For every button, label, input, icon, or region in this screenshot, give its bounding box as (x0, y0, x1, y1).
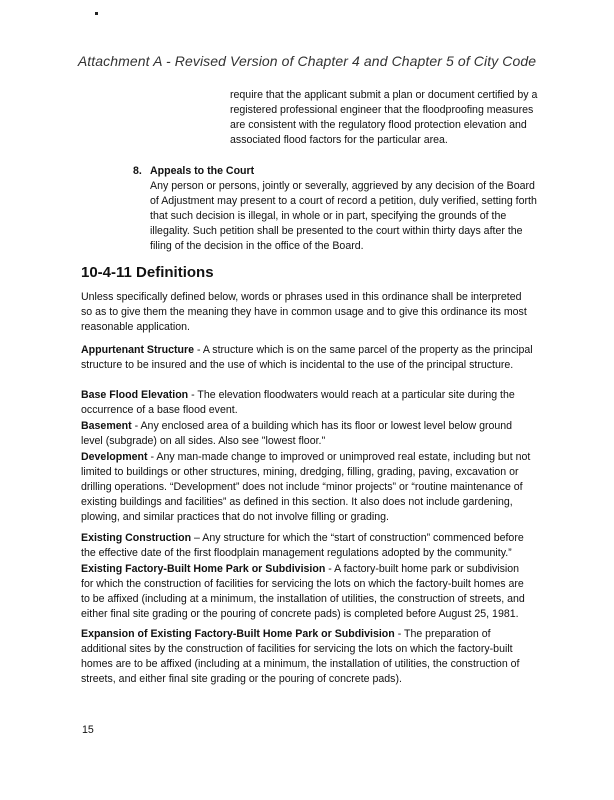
page-number: 15 (82, 724, 94, 736)
definition-term: Development (81, 451, 148, 463)
list-item-body: Any person or persons, jointly or severally, aggrieved by any decision of the Board of Adjustment may present to a court of record a petition, duly verified, setting forth that such decision is illegal, in whole or in part, specifying the grounds of the illegality. Such petition shall be presented to the court within thirty days after the filing of the decision in the office of the Board. (150, 180, 537, 252)
definition-text: The elevation floodwaters would reach at a particular site during the occurrence of a base flood event. (81, 389, 515, 416)
definition-appurtenant-structure: Appurtenant Structure - A structure which is on the same parcel of the property as the principal structure to be insured and the use of which is incidental to the use of the principal structure. (81, 344, 533, 371)
page-marker (95, 12, 98, 15)
definition-text: Any enclosed area of a building which has its floor or lowest level below ground level (subgrade) on all sides. Also see "lowest floor." (81, 420, 513, 447)
definition-term: Expansion of Existing Factory-Built Home Park or Subdivision (81, 628, 395, 640)
section-heading: 10-4-11 Definitions (81, 264, 214, 281)
definition-term: Existing Construction (81, 532, 192, 544)
list-item-title: Appeals to the Court (150, 165, 255, 177)
definition-base-flood-elevation: Base Flood Elevation - The elevation floodwaters would reach at a particular site during the occurrence of a base flood event. (81, 389, 515, 416)
definition-term: Basement (81, 420, 132, 432)
definition-term: Appurtenant Structure (81, 344, 195, 356)
definition-text: A structure which is on the same parcel of the property as the principal structure to be insured and the use of which is incidental to the use of the principal structure. (81, 344, 533, 371)
definition-term: Existing Factory-Built Home Park or Subdivision (81, 563, 326, 575)
definition-basement: Basement - Any enclosed area of a building which has its floor or lowest level below ground level (subgrade) on all sides. Also see "lowest floor." (81, 420, 513, 447)
definition-text: A factory-built home park or subdivision for which the construction of facilities for servicing the lots on which the factory-built homes are to be affixed (including at a minimum, the installation of utilities, the construction of streets, and either final site grading or the pouring of concrete pads) is completed before August 25, 1981. (81, 563, 525, 620)
definition-text: The preparation of additional sites by the construction of facilities for servicing the lots on which the factory-built homes are to be affixed (including at a minimum, the installation of utilities, the construction of streets, and either final site grading or the pouring of concrete pads). (81, 628, 520, 685)
definition-expansion-factory-built-home-park: Expansion of Existing Factory-Built Home Park or Subdivision - The preparation of additional sites by the construction of facilities for servicing the lots on which the factory-built homes are to be affixed (including at a minimum, the installation of utilities, the construction of streets, and either final site grading or the pouring of concrete pads). (81, 628, 520, 685)
definition-existing-factory-built-home-park: Existing Factory-Built Home Park or Subdivision - A factory-built home park or subdivision for which the construction of facilities for servicing the lots on which the factory-built homes are to be affixed (including at a minimum, the installation of utilities, the construction of streets, and either final site grading or the pouring of concrete pads) is completed before August 25, 1981. (81, 563, 525, 620)
definitions-intro: Unless specifically defined below, words or phrases used in this ordinance shall be interpreted so as to give them the meaning they have in common usage and to give this ordinance its most reasonable application. (81, 291, 527, 333)
definition-term: Base Flood Elevation (81, 389, 189, 401)
list-item-number: 8. (133, 165, 142, 177)
definition-development: Development - Any man-made change to improved or unimproved real estate, including but not limited to buildings or other structures, mining, dredging, filling, grading, paving, excavation or drilling operations. “Development” does not include “minor projects” or “routine maintenance of existing buildings and facilities” as defined in this section. It also does not include gardening, plowing, and similar practices that do not involve filling or grading. (81, 451, 531, 523)
continuation-paragraph: require that the applicant submit a plan or document certified by a registered professional engineer that the floodproofing measures are consistent with the regulatory flood protection elevation and associated flood factors for the particular area. (230, 89, 538, 146)
definition-existing-construction: Existing Construction – Any structure for which the “start of construction” commenced before the effective date of the first floodplain management regulations adopted by the community.” (81, 532, 524, 559)
definition-text: Any man-made change to improved or unimproved real estate, including but not limited to buildings or other structures, mining, dredging, filling, grading, paving, excavation or drilling operations. “Development” does not include “minor projects” or “routine maintenance of existing buildings and facilities” as defined in this section. It also does not include gardening, plowing, and similar practices that do not involve filling or grading. (81, 451, 531, 523)
definition-text: Any structure for which the “start of construction” commenced before the effective date of the first floodplain management regulations adopted by the community.” (81, 532, 524, 559)
document-header: Attachment A - Revised Version of Chapter 4 and Chapter 5 of City Code (77, 53, 537, 69)
